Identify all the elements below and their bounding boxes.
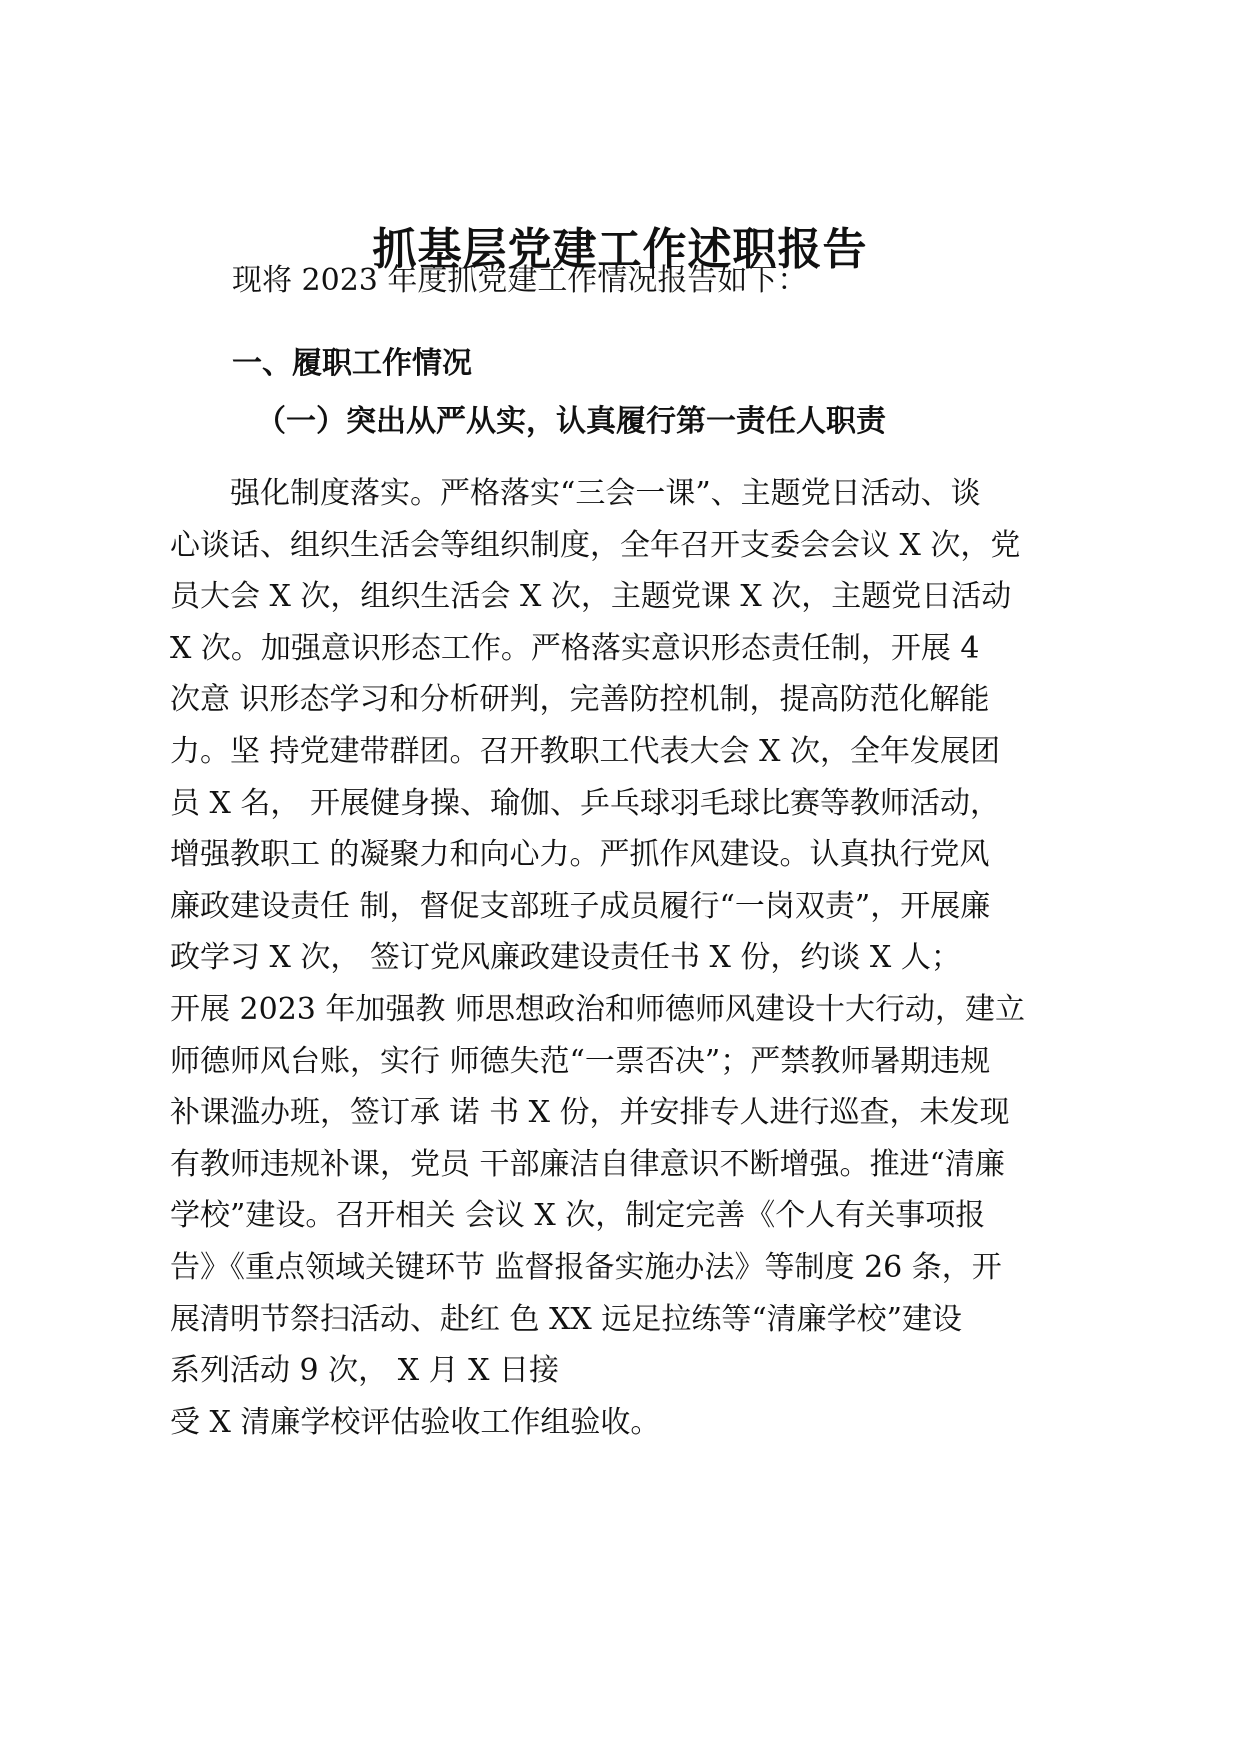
body-line: 告》《重点领域关键环节 监督报备实施办法》等制度 26 条，开 (170, 1249, 1002, 1285)
body-line: 力。坚 持党建带群团。召开教职工代表大会 X 次，全年发展团 (170, 733, 1000, 769)
section-heading: 一、履职工作情况 (232, 346, 472, 381)
body-line: 补课滥办班，签订承 诺 书 X 份，并安排专人进行巡查，未发现 (170, 1095, 1010, 1131)
body-line: 政学习 X 次， 签订党风廉政建设责任书 X 份，约谈 X 人； (170, 940, 961, 976)
body-line: 心谈话、组织生活会等组织制度，全年召开支委会会议 X 次，党 (170, 527, 1021, 563)
body-line: 员 X 名， 开展健身操、瑜伽、乒乓球羽毛球比赛等教师活动， (170, 785, 1000, 821)
body-line: 员大会 X 次，组织生活会 X 次，主题党课 X 次，主题党日活动 (170, 579, 1012, 615)
body-line: 有教师违规补课，党员 干部廉洁自律意识不断增强。推进“清廉 (170, 1146, 1005, 1182)
body-line: 廉政建设责任 制，督促支部班子成员履行“一岗双责”，开展廉 (170, 888, 991, 924)
body-line: 强化制度落实。严格落实“三会一课”、主题党日活动、谈 (170, 476, 981, 511)
body-line: 展清明节祭扫活动、赴红 色 XX 远足拉练等“清廉学校”建设 (170, 1301, 962, 1337)
body-line: 学校”建设。召开相关 会议 X 次，制定完善《个人有关事项报 (170, 1198, 986, 1234)
body-line: 系列活动 9 次， X 月 X 日接 (170, 1353, 560, 1389)
body-line: 开展 2023 年加强教 师思想政治和师德师风建设十大行动，建立 (170, 991, 1025, 1027)
document-title: 抓基层党建工作述职报告 (372, 224, 868, 275)
subsection-heading: （一）突出从严从实，认真履行第一责任人职责 (256, 404, 886, 439)
intro-paragraph: 现将 2023 年度抓党建工作情况报告如下： (232, 263, 808, 298)
body-paragraph (170, 468, 1090, 1448)
body-line: X 次。加强意识形态工作。严格落实意识形态责任制，开展 4 (170, 630, 980, 666)
body-line: 次意 识形态学习和分析研判，完善防控机制，提高防范化解能 (170, 682, 990, 718)
body-line: 师德师风台账，实行 师德失范“一票否决”；严禁教师暑期违规 (170, 1043, 991, 1079)
body-line: 增强教职工 的凝聚力和向心力。严抓作风建设。认真执行党风 (170, 837, 990, 873)
body-line: 受 X 清廉学校评估验收工作组验收。 (170, 1404, 661, 1440)
